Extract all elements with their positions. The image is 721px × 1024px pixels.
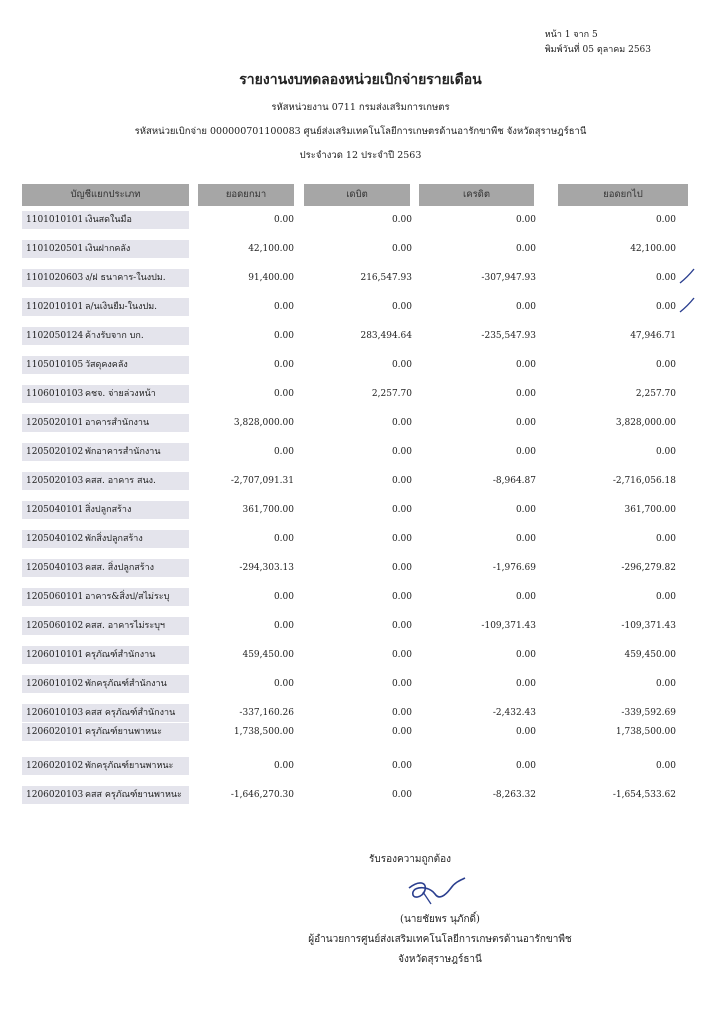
carried-forward-value: 0.00 [655, 273, 676, 283]
report-header [0, 68, 721, 168]
debit-value: 0.00 [391, 447, 412, 457]
debit-value: 0.00 [391, 790, 412, 800]
account-code: 1102050124 [26, 331, 84, 341]
credit-value: 0.00 [515, 447, 536, 457]
table-row [22, 266, 698, 295]
account-code: 1206010103 [26, 708, 84, 718]
account-name: พักครุภัณฑ์ยานพาหนะ [85, 761, 174, 771]
credit-value: 0.00 [515, 761, 536, 771]
account-cell [22, 211, 189, 229]
signatory [290, 910, 590, 970]
debit-value: 0.00 [391, 621, 412, 631]
debit-value: 2,257.70 [371, 389, 412, 399]
account-name: พักสิ่งปลูกสร้าง [85, 534, 143, 544]
account-name: อาคารสำนักงาน [85, 418, 150, 428]
table-row [22, 208, 698, 237]
debit-value: 0.00 [391, 505, 412, 515]
brought-forward-value: -337,160.26 [239, 708, 294, 718]
table-row [22, 720, 698, 754]
account-name: พักอาคารสำนักงาน [85, 447, 161, 457]
credit-value: -8,964.87 [492, 476, 536, 486]
debit-value: 0.00 [391, 708, 412, 718]
header-carried-forward: ยอดยกไป [558, 184, 688, 206]
account-name: ล/นเงินยืม-ในงปม. [85, 302, 158, 312]
brought-forward-value: 3,828,000.00 [233, 418, 294, 428]
account-name: คสส ครุภัณฑ์สำนักงาน [85, 708, 176, 718]
brought-forward-value: -294,303.13 [239, 563, 294, 573]
debit-value: 0.00 [391, 761, 412, 771]
credit-value: -235,547.93 [481, 331, 536, 341]
header-debit: เดบิต [304, 184, 410, 206]
carried-forward-value: 0.00 [655, 534, 676, 544]
account-name: สิ่งปลูกสร้าง [85, 505, 132, 515]
account-name: ครุภัณฑ์ยานพาหนะ [85, 727, 162, 737]
check-mark-icon [678, 297, 696, 319]
account-code: 1206020102 [26, 761, 84, 771]
account-code: 1205040102 [26, 534, 84, 544]
account-cell [22, 298, 189, 316]
carried-forward-value: 0.00 [655, 215, 676, 225]
carried-forward-value: -2,716,056.18 [612, 476, 676, 486]
credit-value: 0.00 [515, 727, 536, 737]
credit-value: 0.00 [515, 679, 536, 689]
carried-forward-value: 459,450.00 [624, 650, 676, 660]
brought-forward-value: 42,100.00 [248, 244, 294, 254]
account-code: 1205020102 [26, 447, 84, 457]
account-cell [22, 786, 189, 804]
debit-value: 0.00 [391, 476, 412, 486]
account-name: ง/ฝ ธนาคาร-ในงปม. [85, 273, 166, 283]
carried-forward-value: 0.00 [655, 447, 676, 457]
account-cell [22, 646, 189, 664]
table-row [22, 556, 698, 585]
account-code: 1205020103 [26, 476, 84, 486]
table-row [22, 498, 698, 527]
credit-value: 0.00 [515, 534, 536, 544]
account-code: 1102010101 [26, 302, 84, 312]
credit-value: 0.00 [515, 650, 536, 660]
brought-forward-value: 0.00 [273, 215, 294, 225]
account-code: 1205060102 [26, 621, 84, 631]
carried-forward-value: -296,279.82 [621, 563, 676, 573]
account-cell [22, 559, 189, 577]
debit-value: 0.00 [391, 650, 412, 660]
debit-value: 0.00 [391, 302, 412, 312]
account-cell [22, 240, 189, 258]
debit-value: 0.00 [391, 534, 412, 544]
table-row [22, 643, 698, 672]
table-body [22, 208, 698, 812]
brought-forward-value: 361,700.00 [242, 505, 294, 515]
certify-label: รับรองความถูกต้อง [369, 854, 451, 865]
brought-forward-value: -1,646,270.30 [230, 790, 294, 800]
account-name: วัสดุคงคลัง [85, 360, 128, 370]
account-cell [22, 356, 189, 374]
disbursing-unit: รหัสหน่วยเบิกจ่าย 000000701100083 ศูนย์ส่งเสริมเทคโนโลยีการเกษตรด้านอารักขาพืช จังหวัดสุราษฎร์ธานี [134, 126, 587, 137]
brought-forward-value: 0.00 [273, 302, 294, 312]
account-name: คสส ครุภัณฑ์ยานพาหนะ [85, 790, 182, 800]
credit-value: -2,432.43 [492, 708, 536, 718]
brought-forward-value: 459,450.00 [242, 650, 294, 660]
account-code: 1205060101 [26, 592, 84, 602]
credit-value: -1,976.69 [492, 563, 536, 573]
carried-forward-value: 0.00 [655, 360, 676, 370]
credit-value: 0.00 [515, 360, 536, 370]
report-period: ประจำงวด 12 ประจำปี 2563 [299, 150, 422, 161]
account-cell [22, 385, 189, 403]
table-row [22, 411, 698, 440]
debit-value: 0.00 [391, 215, 412, 225]
account-cell [22, 501, 189, 519]
table-row [22, 585, 698, 614]
account-code: 1206010101 [26, 650, 84, 660]
carried-forward-value: 0.00 [655, 302, 676, 312]
carried-forward-value: 1,738,500.00 [615, 727, 676, 737]
account-code: 1101020603 [26, 273, 84, 283]
account-cell [22, 757, 189, 775]
credit-value: 0.00 [515, 389, 536, 399]
check-mark-icon [678, 268, 696, 290]
account-code: 1106010103 [26, 389, 84, 399]
account-code: 1105010105 [26, 360, 84, 370]
header-brought-forward: ยอดยกมา [198, 184, 294, 206]
debit-value: 0.00 [391, 360, 412, 370]
signatory-province: จังหวัดสุราษฎร์ธานี [398, 954, 482, 965]
carried-forward-value: -1,654,533.62 [612, 790, 676, 800]
account-name: อาคาร&สิ่งป/สไม่ระบุ [85, 592, 170, 602]
table-row [22, 469, 698, 498]
account-name: คชจ. จ่ายล่วงหน้า [85, 389, 156, 399]
table-row [22, 672, 698, 701]
account-cell [22, 530, 189, 548]
brought-forward-value: 0.00 [273, 331, 294, 341]
account-name: พักครุภัณฑ์สำนักงาน [85, 679, 167, 689]
account-name: เงินฝากคลัง [85, 244, 131, 254]
brought-forward-value: 0.00 [273, 534, 294, 544]
report-title: รายงานงบทดลองหน่วยเบิกจ่ายรายเดือน [239, 72, 482, 88]
table-row [22, 382, 698, 411]
brought-forward-value: 0.00 [273, 447, 294, 457]
account-code: 1206020101 [26, 727, 84, 737]
carried-forward-value: -339,592.69 [621, 708, 676, 718]
carried-forward-value: 42,100.00 [630, 244, 676, 254]
carried-forward-value: 0.00 [655, 679, 676, 689]
account-name: คสส. อาคาร สนง. [85, 476, 156, 486]
brought-forward-value: 0.00 [273, 761, 294, 771]
credit-value: 0.00 [515, 505, 536, 515]
table-row [22, 295, 698, 324]
account-code: 1205020101 [26, 418, 84, 428]
carried-forward-value: 0.00 [655, 592, 676, 602]
trial-balance-table [22, 184, 698, 812]
account-code: 1101010101 [26, 215, 84, 225]
carried-forward-value: -109,371.43 [621, 621, 676, 631]
page-number: หน้า 1 จาก 5 [544, 30, 598, 40]
brought-forward-value: 1,738,500.00 [233, 727, 294, 737]
signatory-position: ผู้อำนวยการศูนย์ส่งเสริมเทคโนโลยีการเกษตรด้านอารักขาพืช [308, 934, 572, 945]
account-name: ค้างรับจาก บก. [85, 331, 144, 341]
credit-value: -8,263.32 [492, 790, 536, 800]
account-name: คสส. อาคารไม่ระบุฯ [85, 621, 165, 631]
carried-forward-value: 361,700.00 [624, 505, 676, 515]
table-row [22, 440, 698, 469]
credit-value: -307,947.93 [481, 273, 536, 283]
credit-value: 0.00 [515, 592, 536, 602]
table-row [22, 237, 698, 266]
table-row [22, 783, 698, 812]
debit-value: 283,494.64 [360, 331, 412, 341]
table-row [22, 614, 698, 643]
brought-forward-value: -2,707,091.31 [230, 476, 294, 486]
debit-value: 0.00 [391, 592, 412, 602]
table-row [22, 353, 698, 382]
account-name: ครุภัณฑ์สำนักงาน [85, 650, 156, 660]
account-cell [22, 588, 189, 606]
debit-value: 0.00 [391, 563, 412, 573]
page-info [545, 28, 651, 58]
agency-code: รหัสหน่วยงาน 0711 กรมส่งเสริมการเกษตร [271, 102, 450, 113]
account-code: 1206010102 [26, 679, 84, 689]
table-row [22, 527, 698, 556]
credit-value: 0.00 [515, 244, 536, 254]
table-header [22, 184, 698, 208]
carried-forward-value: 0.00 [655, 761, 676, 771]
account-cell [22, 617, 189, 635]
carried-forward-value: 3,828,000.00 [615, 418, 676, 428]
carried-forward-value: 2,257.70 [635, 389, 676, 399]
debit-value: 0.00 [391, 418, 412, 428]
debit-value: 0.00 [391, 244, 412, 254]
account-cell [22, 327, 189, 345]
account-name: เงินสดในมือ [85, 215, 132, 225]
header-credit: เครดิต [419, 184, 534, 206]
account-cell [22, 443, 189, 461]
table-row [22, 701, 698, 720]
credit-value: 0.00 [515, 302, 536, 312]
debit-value: 216,547.93 [360, 273, 412, 283]
table-row [22, 324, 698, 353]
account-cell [22, 675, 189, 693]
account-code: 1205040101 [26, 505, 84, 515]
table-row [22, 754, 698, 783]
signature-mark [405, 876, 469, 914]
brought-forward-value: 0.00 [273, 679, 294, 689]
carried-forward-value: 47,946.71 [630, 331, 676, 341]
account-cell [22, 723, 189, 741]
account-code: 1205040103 [26, 563, 84, 573]
account-name: คสส. สิ่งปลูกสร้าง [85, 563, 155, 573]
debit-value: 0.00 [391, 679, 412, 689]
signatory-name: (นายชัยพร นุภักดิ์) [400, 914, 480, 925]
credit-value: 0.00 [515, 418, 536, 428]
header-account: บัญชีแยกประเภท [22, 184, 189, 206]
debit-value: 0.00 [391, 727, 412, 737]
brought-forward-value: 0.00 [273, 592, 294, 602]
print-date: พิมพ์วันที่ 05 ตุลาคม 2563 [544, 45, 651, 55]
account-code: 1206020103 [26, 790, 84, 800]
brought-forward-value: 91,400.00 [248, 273, 294, 283]
credit-value: -109,371.43 [481, 621, 536, 631]
credit-value: 0.00 [515, 215, 536, 225]
brought-forward-value: 0.00 [273, 389, 294, 399]
account-cell [22, 414, 189, 432]
account-code: 1101020501 [26, 244, 84, 254]
account-cell [22, 269, 189, 287]
account-cell [22, 472, 189, 490]
certification-block [260, 850, 580, 870]
brought-forward-value: 0.00 [273, 621, 294, 631]
brought-forward-value: 0.00 [273, 360, 294, 370]
